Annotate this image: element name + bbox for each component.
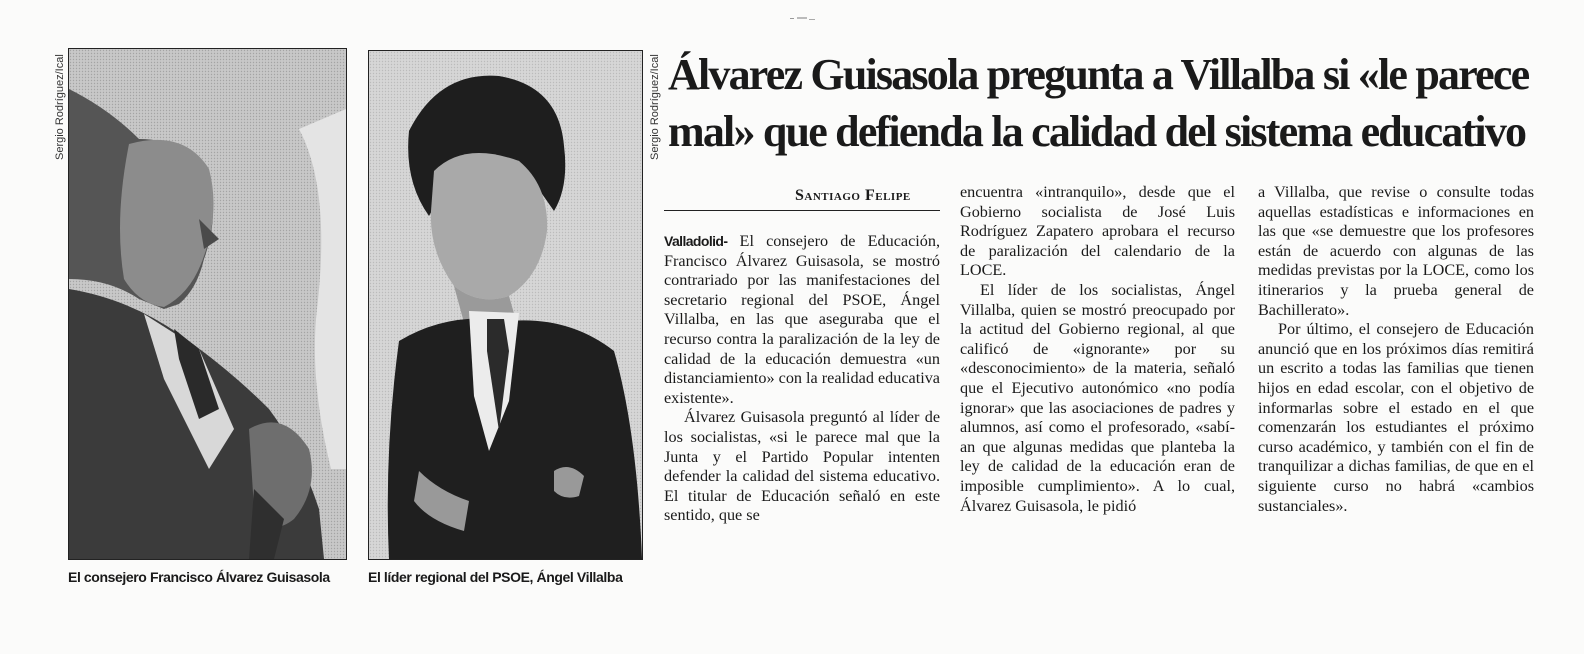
photo-caption-2: El líder regional del PSOE, Ángel Villalba [368, 569, 623, 585]
photo-credit-1: Sergio Rodríguez/Ical [54, 54, 66, 160]
article-column-1 [664, 232, 940, 526]
article-paragraph: Por último, el consejero de Educación anunció que en los próximos días remitirá un escrito a todas las familias que tienen hijos en edad escolar, con el objetivo de informarlas sobre el estado en el que comenzarán los estudiantes el próximo curso académico, y también con el fin de tranquilizar a dichas familias, de que en el siguiente curso no habrá «cambios sustanciales». [1258, 320, 1534, 515]
article-paragraph: a Villalba, que revise o consulte todas aquellas estadísticas e informaciones en las que «se demuestre que los profesores están de acuerdo con algunas de las medidas previstas por la LOCE, como los itinerarios y la prueba general de Bachillerato». [1258, 183, 1534, 319]
photo-alvarez-guisasola [68, 48, 347, 560]
article-paragraph: encuentra «intranquilo», desde que el Gobierno socialista de José Luis Rodríguez Zapatero aprobara el recurso de paralización del calendario de la LOCE. [960, 183, 1235, 280]
portrait-photo-icon [69, 49, 346, 559]
dateline: Valladolid- [664, 233, 728, 249]
photo-credit-2: Sergio Rodríguez/Ical [649, 54, 661, 160]
photo-caption-1: El consejero Francisco Álvarez Guisasola [68, 569, 330, 585]
portrait-photo-icon [369, 51, 642, 559]
article-column-2 [960, 183, 1235, 516]
byline-rule [664, 210, 940, 211]
article-paragraph [664, 232, 940, 408]
headline: Álvarez Guisasola pregunta a Villalba si «le parece mal» que defienda la calidad del sistema educativo [668, 50, 1529, 156]
paragraph-text: El consejero de Educación, Francisco Álvarez Guisasola, se mostró contrariado por las manifestaciones del secretario regional del PSOE, Ángel Villalba, en las que aseguraba que el recurso contra la paralización de la ley de calidad de la educación demuestra «un distanciamiento» con la realidad educativa existente». [664, 232, 940, 407]
article-column-3 [1258, 183, 1534, 516]
photo-villalba [368, 50, 643, 560]
byline: Santiago Felipe [795, 187, 911, 204]
article-paragraph: Álvarez Guisasola preguntó al líder de los socialistas, «si le parece mal que la Junta y el Partido Popular intenten defender la calidad del sistema educativo. El titular de Educación señaló en este sentido, que se [664, 408, 940, 525]
article-paragraph: El líder de los socialistas, Ángel Villalba, quien se mostró preocupado por la actitud del Gobierno regional, al que calificó de «ignorante» por su «desconocimiento» de la materia, señaló que el Ejecutivo autonómico «no podía ignorar» que las asociaciones de padres y alumnos, así como el profesorado, «sabían que algunas medidas que planteba la ley de calidad de la educación eran de imposible cumplimiento». A lo cual, Álvarez Guisasola, le pidió [960, 280, 1235, 515]
print-speck [790, 16, 816, 22]
